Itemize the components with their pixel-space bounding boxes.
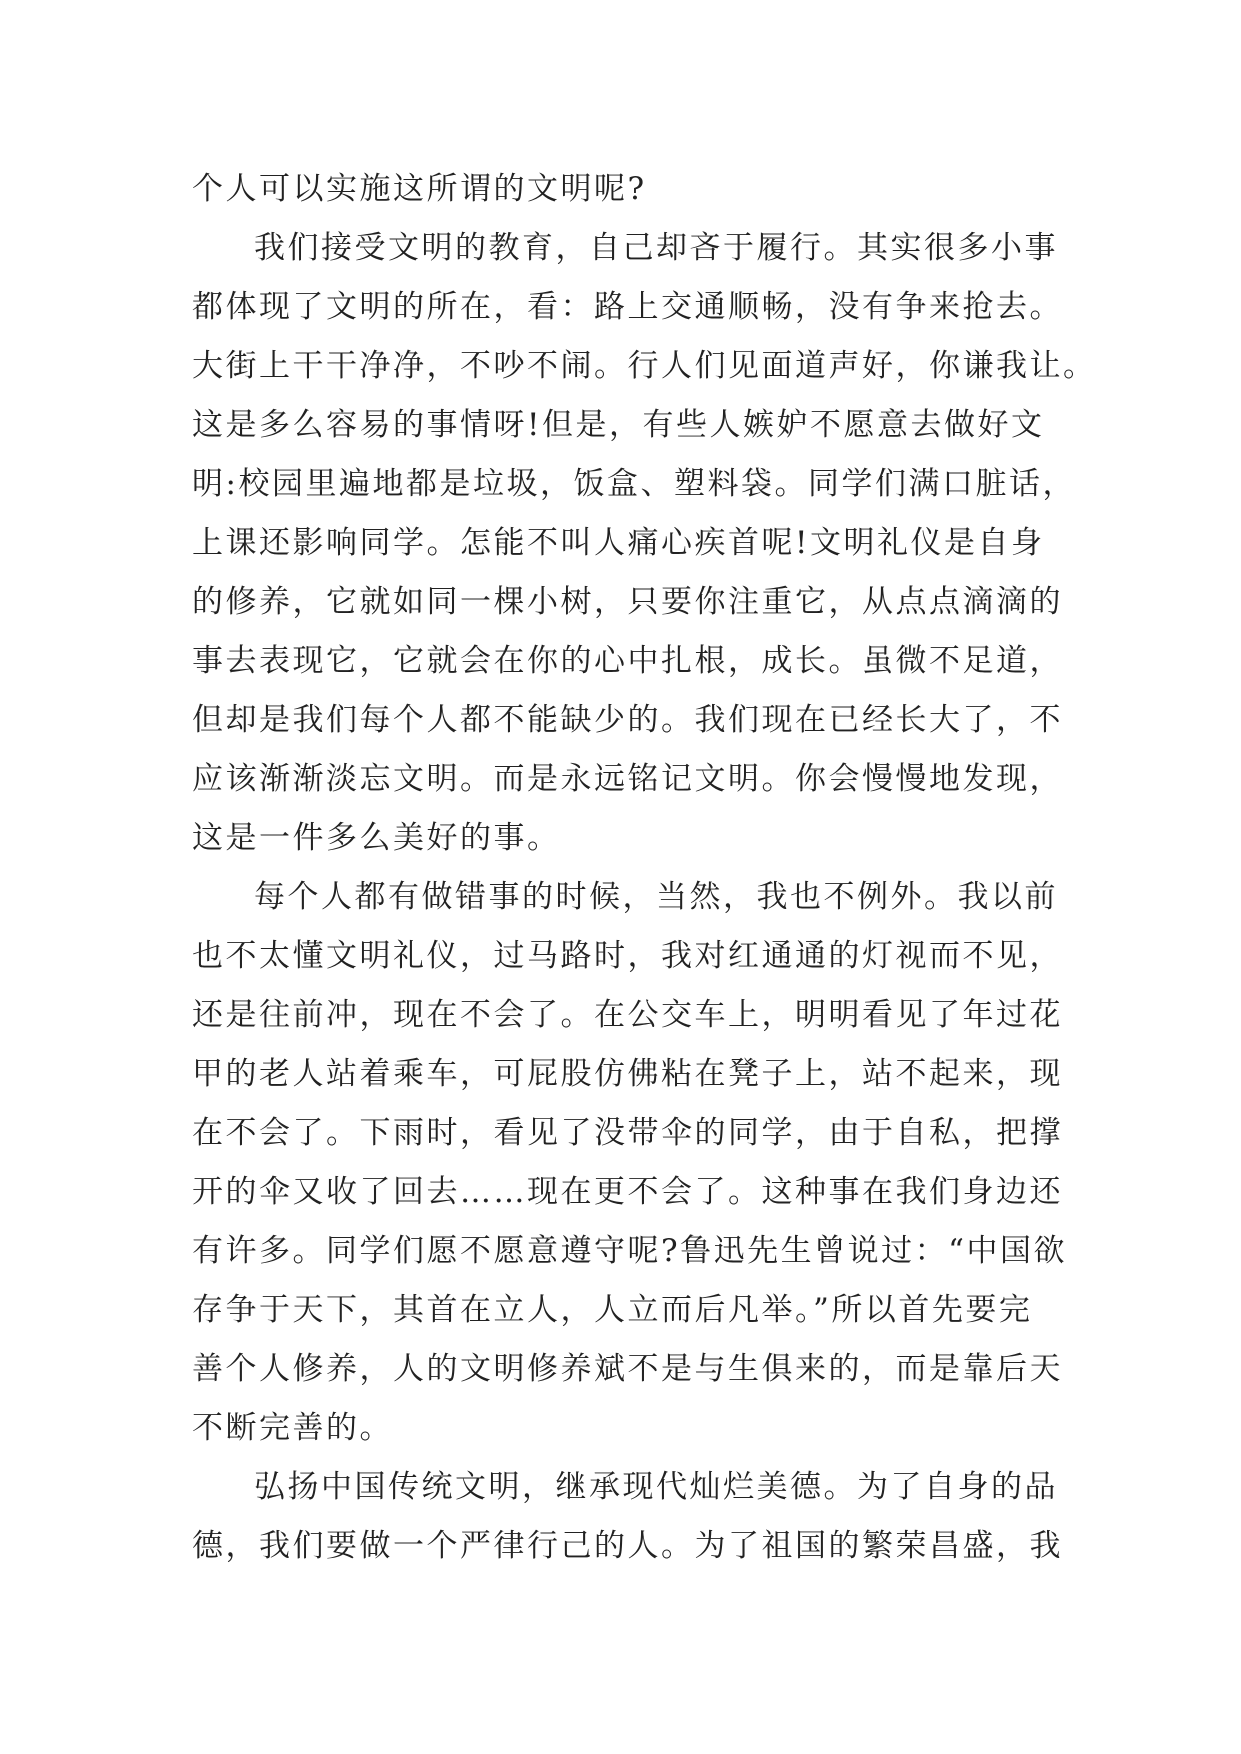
paragraph-4 bbox=[192, 1458, 1072, 1576]
text-line: 个人可以实施这所谓的文明呢? bbox=[192, 171, 647, 207]
text-line: 都体现了文明的所在，看：路上交通顺畅，没有争来抢去。 bbox=[192, 289, 1063, 325]
text-line: 不断完善的。 bbox=[192, 1410, 393, 1446]
text-line: 存争于天下，其首在立人，人立而后凡举。”所以首先要完 bbox=[192, 1292, 1033, 1328]
text-line: 上课还影响同学。怎能不叫人痛心疾首呢!文明礼仪是自身 bbox=[192, 525, 1045, 561]
text-line: 每个人都有做错事的时候，当然，我也不例外。我以前 bbox=[254, 879, 1058, 915]
paragraph-3 bbox=[192, 868, 1072, 1458]
text-line: 也不太懂文明礼仪，过马路时，我对红通通的灯视而不见， bbox=[192, 938, 1063, 974]
paragraph-1 bbox=[192, 160, 1072, 219]
text-line: 这是多么容易的事情呀!但是，有些人嫉妒不愿意去做好文 bbox=[192, 407, 1045, 443]
text-line: 我们接受文明的教育，自己却吝于履行。其实很多小事 bbox=[254, 230, 1058, 266]
text-line: 德，我们要做一个严律行己的人。为了祖国的繁荣昌盛，我 bbox=[192, 1528, 1063, 1564]
text-line: 还是往前冲，现在不会了。在公交车上，明明看见了年过花 bbox=[192, 997, 1063, 1033]
text-line: 开的伞又收了回去……现在更不会了。这种事在我们身边还 bbox=[192, 1174, 1063, 1210]
text-line: 事去表现它，它就会在你的心中扎根，成长。虽微不足道， bbox=[192, 643, 1063, 679]
text-line: 明:校园里遍地都是垃圾，饭盒、塑料袋。同学们满口脏话， bbox=[192, 466, 1076, 502]
text-line: 的修养，它就如同一棵小树，只要你注重它，从点点滴滴的 bbox=[192, 584, 1063, 620]
text-line: 弘扬中国传统文明，继承现代灿烂美德。为了自身的品 bbox=[254, 1469, 1058, 1505]
text-line: 大街上干干净净，不吵不闹。行人们见面道声好，你谦我让。 bbox=[192, 348, 1097, 384]
text-line: 但却是我们每个人都不能缺少的。我们现在已经长大了，不 bbox=[192, 702, 1063, 738]
text-line: 有许多。同学们愿不愿意遵守呢?鲁迅先生曾说过：“中国欲 bbox=[192, 1233, 1067, 1269]
paragraph-2 bbox=[192, 219, 1097, 868]
body-text bbox=[192, 160, 1097, 1576]
text-line: 在不会了。下雨时，看见了没带伞的同学，由于自私，把撑 bbox=[192, 1115, 1063, 1151]
text-line: 善个人修养，人的文明修养斌不是与生俱来的，而是靠后天 bbox=[192, 1351, 1063, 1387]
text-line: 甲的老人站着乘车，可屁股仿佛粘在凳子上，站不起来，现 bbox=[192, 1056, 1063, 1092]
text-line: 应该渐渐淡忘文明。而是永远铭记文明。你会慢慢地发现， bbox=[192, 761, 1063, 797]
text-line: 这是一件多么美好的事。 bbox=[192, 820, 561, 856]
